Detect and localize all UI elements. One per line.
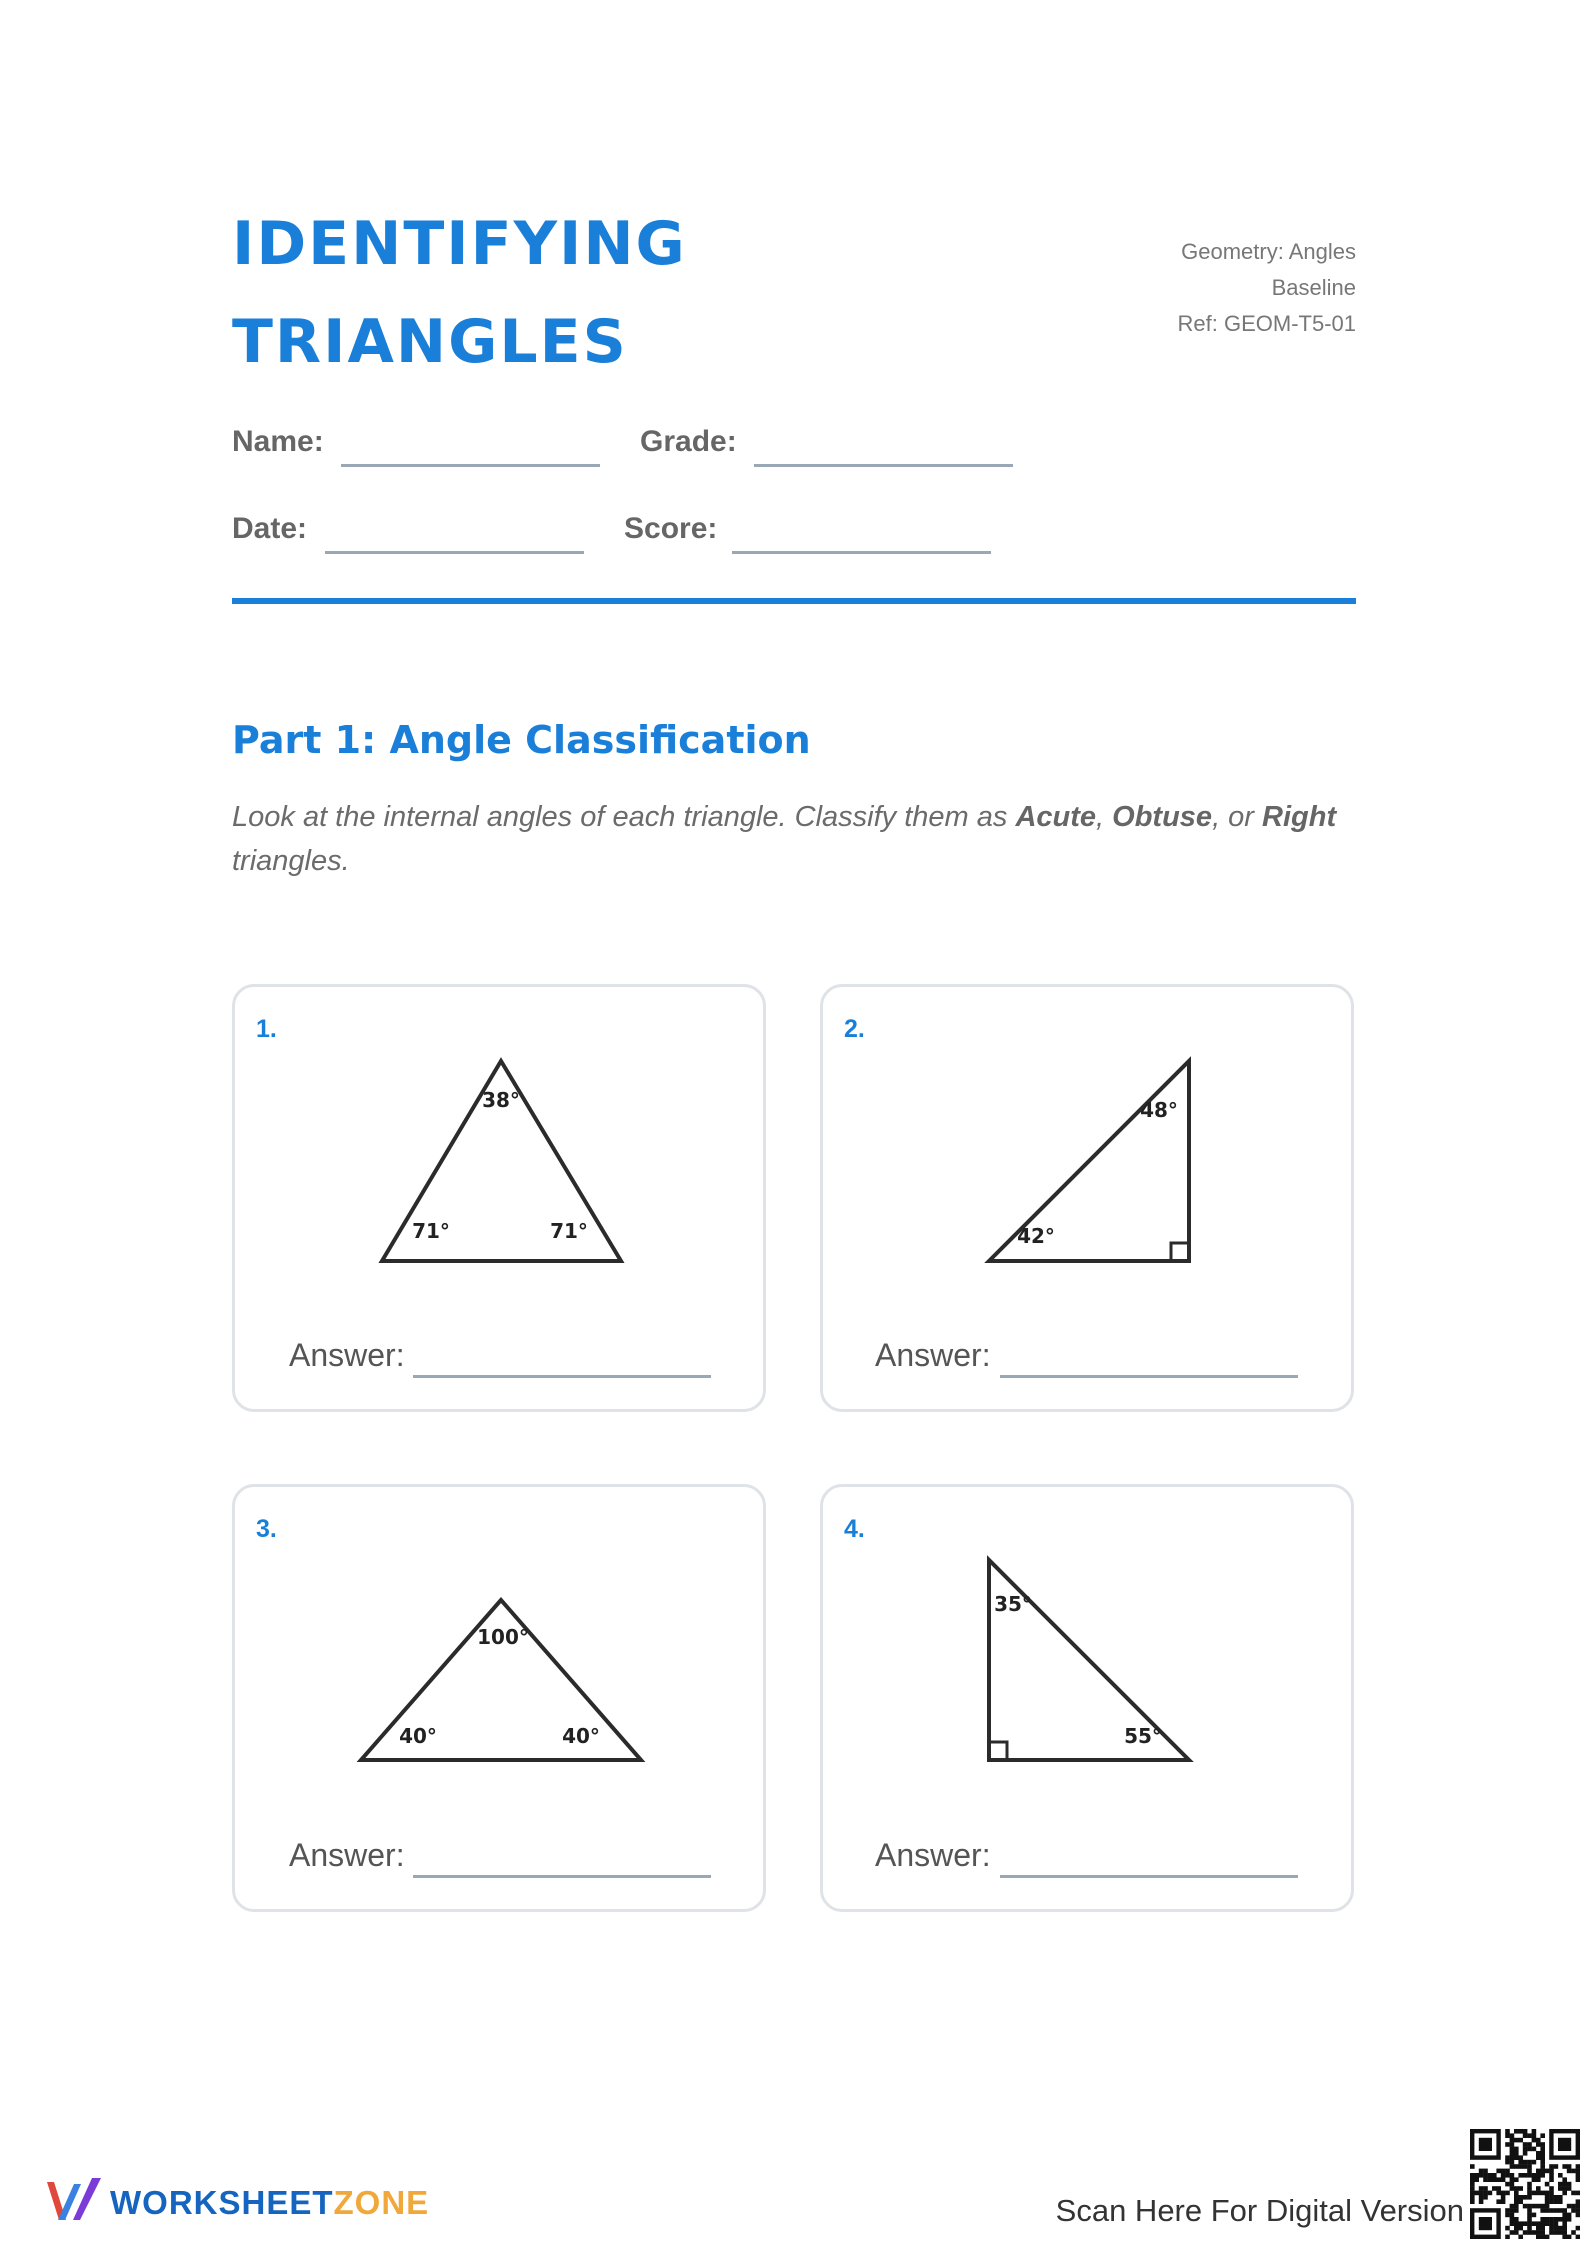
- grade-field[interactable]: [754, 464, 1013, 467]
- angle-label-top: 48°: [1140, 1098, 1178, 1122]
- brand-zone: ZONE: [333, 2184, 430, 2221]
- angle-label-top: 38°: [482, 1088, 520, 1112]
- problem-card-1: [232, 984, 766, 1412]
- answer-label: Answer:: [875, 1337, 991, 1373]
- problem-card-4: [820, 1484, 1354, 1912]
- part-1-instructions: [232, 795, 1356, 883]
- angle-label-top: 100°: [477, 1625, 529, 1649]
- instruction-sep-2: , or: [1212, 801, 1263, 833]
- answer-field[interactable]: [1000, 1375, 1298, 1378]
- scan-caption: Scan Here For Digital Version: [1055, 2193, 1464, 2228]
- answer-label: Answer:: [289, 1337, 405, 1373]
- score-field[interactable]: [732, 551, 991, 554]
- answer-field[interactable]: [413, 1375, 711, 1378]
- instruction-pre: Look at the internal angles of each triangle. Classify them as: [232, 801, 1016, 833]
- angle-label-right: 71°: [550, 1219, 588, 1243]
- angle-label-left: 42°: [1017, 1224, 1055, 1248]
- brand-wordmark: [110, 2184, 429, 2222]
- date-field[interactable]: [325, 551, 584, 554]
- term-obtuse: Obtuse: [1112, 801, 1213, 833]
- worksheet-meta: [1178, 234, 1356, 342]
- meta-level: Baseline: [1271, 275, 1356, 300]
- name-label: Name:: [232, 425, 324, 458]
- meta-subject: Geometry: Angles: [1181, 239, 1356, 264]
- term-right: Right: [1262, 801, 1337, 833]
- instruction-sep-1: ,: [1096, 801, 1113, 833]
- worksheetzone-logo-icon: [44, 2172, 104, 2230]
- angle-label-right: 55°: [1124, 1724, 1162, 1748]
- angle-label-left: 71°: [412, 1219, 450, 1243]
- right-angle-marker: [989, 1742, 1007, 1760]
- date-label: Date:: [232, 512, 308, 545]
- problem-number: 2.: [844, 1015, 865, 1043]
- problem-card-3: [232, 1484, 766, 1912]
- part-1-title: Part 1: Angle Classification: [232, 718, 811, 762]
- angle-label-right: 40°: [562, 1724, 600, 1748]
- problem-card-2: [820, 984, 1354, 1412]
- problem-number: 4.: [844, 1515, 865, 1543]
- score-label: Score:: [624, 512, 718, 545]
- qr-code-icon[interactable]: [1470, 2129, 1580, 2239]
- problem-number: 1.: [256, 1015, 277, 1043]
- worksheet-title: [232, 195, 687, 391]
- problem-number: 3.: [256, 1515, 277, 1543]
- grade-label: Grade:: [640, 425, 737, 458]
- answer-label: Answer:: [289, 1837, 405, 1873]
- term-acute: Acute: [1015, 801, 1097, 833]
- name-field[interactable]: [341, 464, 600, 467]
- title-line-1: IDENTIFYING: [232, 209, 687, 279]
- answer-field[interactable]: [1000, 1875, 1298, 1878]
- angle-label-top: 35°: [994, 1592, 1032, 1616]
- header-divider: [232, 598, 1356, 604]
- answer-label: Answer:: [875, 1837, 991, 1873]
- title-line-2: TRIANGLES: [232, 307, 628, 377]
- meta-ref: Ref: GEOM-T5-01: [1177, 311, 1356, 336]
- answer-field[interactable]: [413, 1875, 711, 1878]
- instruction-post: triangles.: [232, 845, 350, 877]
- right-angle-marker: [1171, 1243, 1189, 1261]
- brand-worksheet: WORKSHEET: [110, 2184, 334, 2221]
- angle-label-left: 40°: [399, 1724, 437, 1748]
